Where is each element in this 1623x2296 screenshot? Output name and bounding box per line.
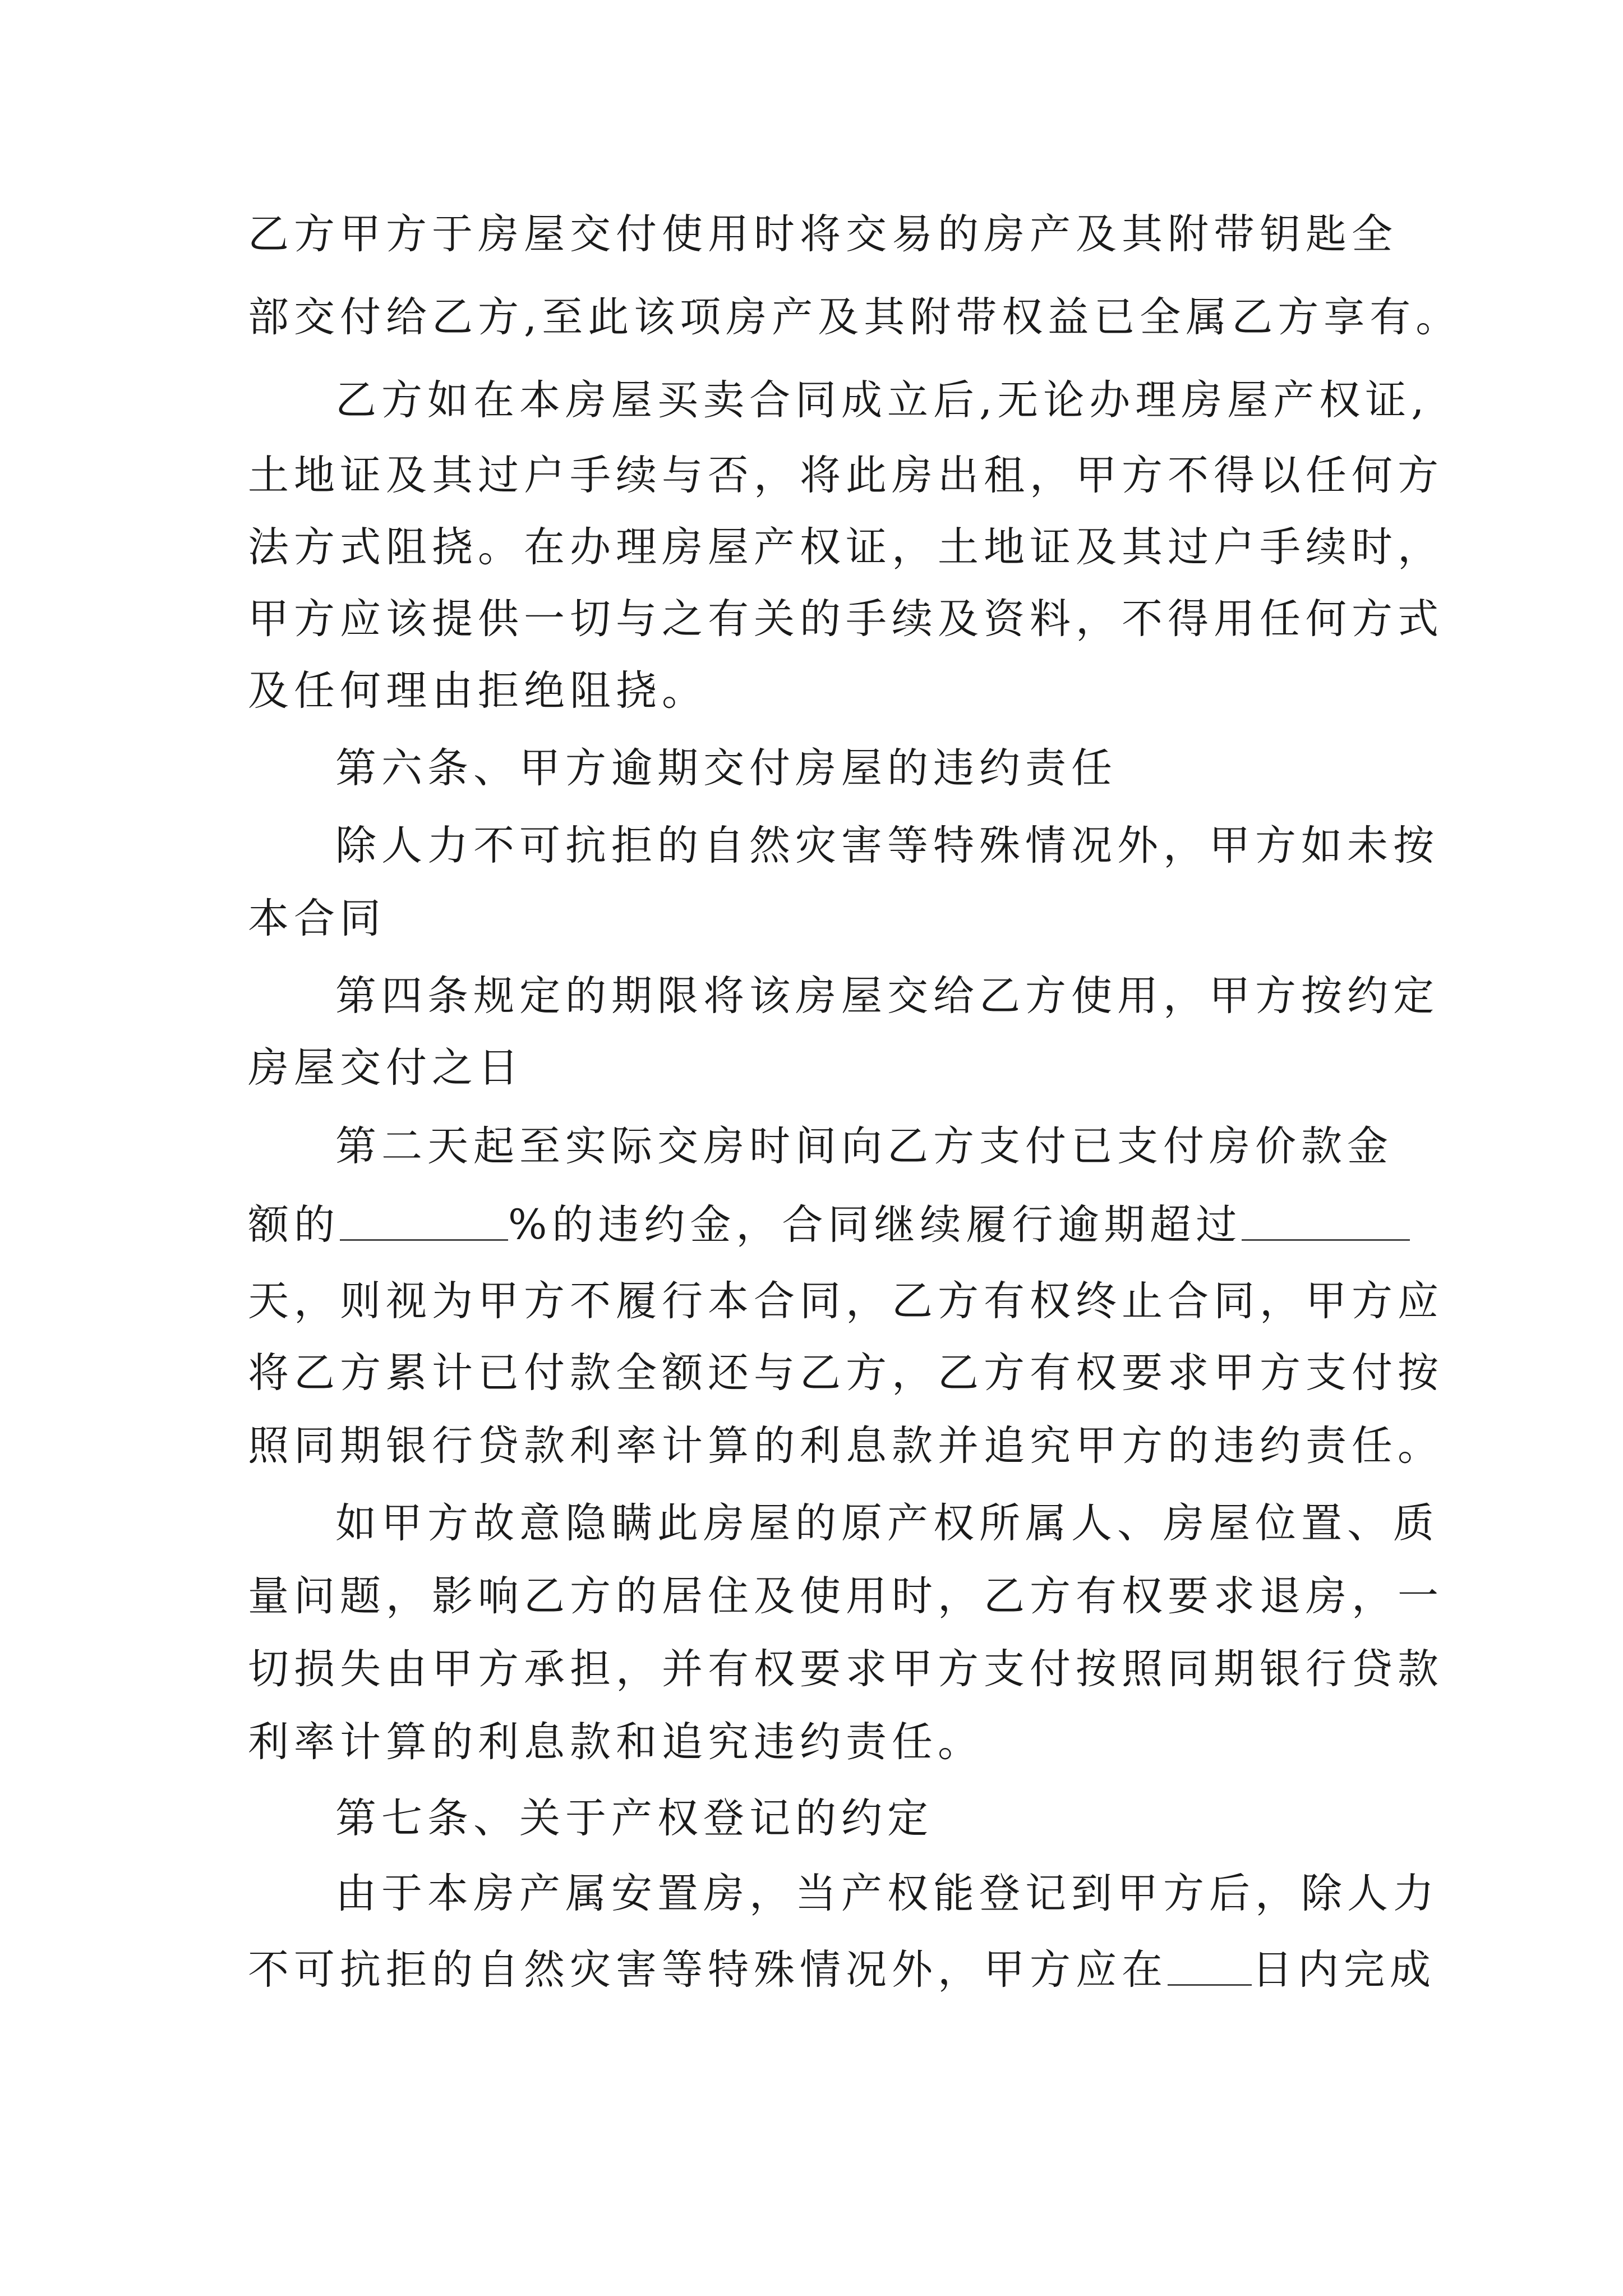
paragraph-line: 土地证及其过户手续与否，将此房出租，甲方不得以任何方 xyxy=(248,452,1444,499)
paragraph-line: 由于本房产属安置房，当产权能登记到甲方后，除人力 xyxy=(335,1870,1439,1917)
paragraph-line: 量问题，影响乙方的居住及使用时，乙方有权要求退房，一 xyxy=(248,1572,1444,1620)
line-text: 不可抗拒的自然灾害等特殊情况外，甲方应在 xyxy=(248,1946,1168,1994)
article-heading: 第七条、关于产权登记的约定 xyxy=(335,1795,933,1842)
line-text: 额的 xyxy=(248,1201,340,1249)
paragraph-line: 照同期银行贷款利率计算的利息款并追究甲方的违约责任。 xyxy=(248,1422,1444,1470)
paragraph-line: 切损失由甲方承担，并有权要求甲方支付按照同期银行贷款 xyxy=(248,1645,1444,1693)
paragraph-line: 乙方如在本房屋买卖合同成立后,无论办理房屋产权证, xyxy=(335,376,1430,424)
paragraph-line: 及任何理由拒绝阻挠。 xyxy=(248,667,708,715)
paragraph-line: 甲方应该提供一切与之有关的手续及资料，不得用任何方式 xyxy=(248,595,1444,643)
paragraph-line: 第四条规定的期限将该房屋交给乙方使用，甲方按约定 xyxy=(335,972,1439,1020)
paragraph-line: 第二天起至实际交房时间向乙方支付已支付房价款金 xyxy=(335,1122,1393,1170)
paragraph-line: 利率计算的利息款和追究违约责任。 xyxy=(248,1718,984,1766)
line-text: 日内完成 xyxy=(1252,1946,1436,1994)
paragraph-line: 如甲方故意隐瞒此房屋的原产权所属人、房屋位置、质 xyxy=(335,1499,1439,1547)
paragraph-line: 乙方甲方于房屋交付使用时将交易的房产及其附带钥匙全 xyxy=(248,210,1398,258)
registration-days-blank[interactable] xyxy=(1168,1945,1252,1986)
line-text: %的违约金，合同继续履行逾期超过 xyxy=(508,1201,1242,1249)
paragraph-line: 除人力不可抗拒的自然灾害等特殊情况外，甲方如未按 xyxy=(335,822,1439,869)
paragraph-line: 本合同 xyxy=(248,895,386,942)
overdue-days-blank[interactable] xyxy=(1242,1200,1410,1241)
paragraph-line: 法方式阻挠。在办理房屋产权证，土地证及其过户手续时， xyxy=(248,523,1444,571)
paragraph-line xyxy=(248,1194,1437,1257)
paragraph-line: 天，则视为甲方不履行本合同，乙方有权终止合同，甲方应 xyxy=(248,1277,1444,1325)
paragraph-line: 房屋交付之日 xyxy=(248,1044,524,1092)
paragraph-line: 将乙方累计已付款全额还与乙方，乙方有权要求甲方支付按 xyxy=(248,1349,1444,1397)
paragraph-line xyxy=(248,1939,1437,2001)
article-heading: 第六条、甲方逾期交付房屋的违约责任 xyxy=(335,744,1117,792)
paragraph-line: 部交付给乙方,至此该项房产及其附带权益已全属乙方享有。 xyxy=(248,293,1462,341)
penalty-rate-blank[interactable] xyxy=(340,1200,508,1241)
